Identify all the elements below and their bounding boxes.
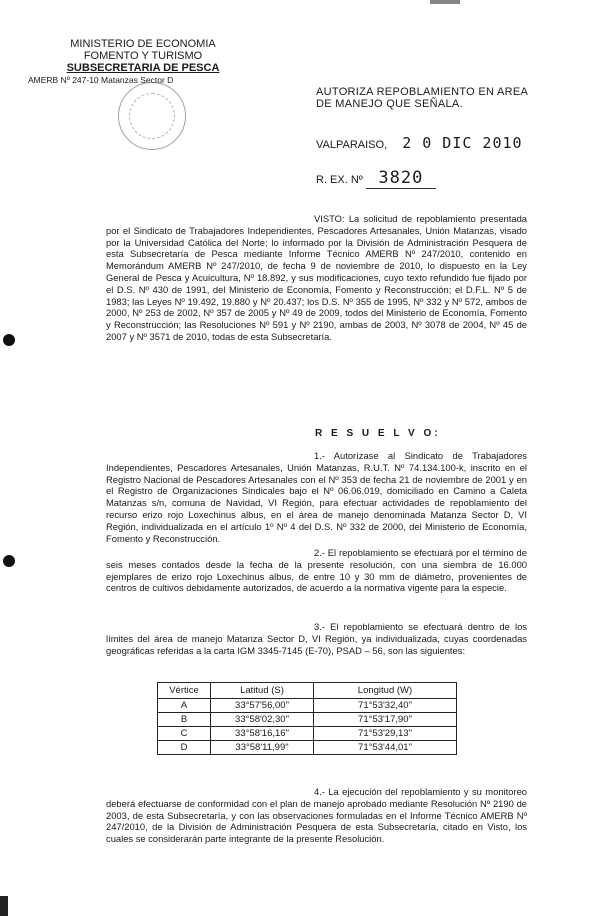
place-label: VALPARAISO,: [316, 139, 388, 151]
date-line: [316, 134, 523, 152]
article-1: 1.- Autorízase al Sindicato de Trabajadores Independientes, Pescadores Artesanales, Unión Matanzas, R.U.T. Nº 74.134.100-k, inscrito en el Registro Nacional de Pescadores Artesanales con el Nº 353 de fecha 21 de noviembre de 2001 y en el Registro de Organizaciones Sindicales bajo el Nº 06.06.019, domiciliado en Camino a Caleta Matanzas s/n, comuna de Navidad, VI Región, para efectuar actividades de repoblamiento del recurso erizo rojo Loxechinus albus, en el área de manejo denominada Matanza Sector D, VI Región, individualizada en el artículo 1º Nº 4 del D.S. Nº 332 de 2000, del Ministerio de Economía, Fomento y Reconstrucción.: [106, 450, 527, 544]
cell-latitud: 33°58'02,30": [211, 713, 314, 727]
punch-hole-top: [3, 334, 15, 346]
cell-latitud: 33°58'16,16": [211, 727, 314, 741]
scan-edge-mark: [0, 896, 8, 916]
cell-latitud: 33°58'11,99": [211, 741, 314, 755]
resolution-number-line: [316, 168, 436, 189]
table-row: [158, 727, 457, 741]
subsecretaria-name: SUBSECRETARIA DE PESCA: [66, 62, 220, 74]
cell-longitud: 71°53'32,40": [314, 699, 457, 713]
rex-number: 3820: [366, 168, 436, 189]
cell-longitud: 71°53'29,13": [314, 727, 457, 741]
table-row: [158, 713, 457, 727]
coordinates-table: [157, 682, 457, 755]
cell-vertice: D: [158, 741, 211, 755]
scan-mark: [430, 0, 460, 4]
title-line-1: AUTORIZA REPOBLAMIENTO EN AREA: [316, 86, 529, 98]
ministry-subname: FOMENTO Y TURISMO: [83, 50, 203, 62]
cell-vertice: C: [158, 727, 211, 741]
date-stamp: 2 0 DIC 2010: [402, 134, 523, 152]
cell-longitud: 71°53'44,01": [314, 741, 457, 755]
article-3: 3.- El repoblamiento se efectuará dentro de los límites del área de manejo Matanza Sector D, VI Región, ya individualizada, cuyas coordenadas geográficas referidas a la carta IGM 3345-7145 (E-70), PSAD – 56, son las siguientes:: [106, 621, 527, 656]
cell-longitud: 71°53'17,90": [314, 713, 457, 727]
title-line-2: DE MANEJO QUE SEÑALA.: [316, 98, 463, 110]
cell-latitud: 33°57'56,00": [211, 699, 314, 713]
ministry-name: MINISTERIO DE ECONOMIA: [70, 38, 216, 50]
article-2: 2.- El repoblamiento se efectuará por el término de seis meses contados desde la fecha de la presente resolución, con una siembra de 16.000 ejemplares de erizo rojo Loxechinus albus, de entre 10 y 30 mm de diámetro, provenientes de centros de cultivos debidamente autorizados, de acuerdo a la normativa vigente para la especie.: [106, 547, 527, 594]
cell-vertice: B: [158, 713, 211, 727]
table-row: [158, 699, 457, 713]
header-latitud: Latitud (S): [211, 683, 314, 699]
rex-label: R. EX. Nº: [316, 174, 363, 186]
table-row: [158, 741, 457, 755]
cell-vertice: A: [158, 699, 211, 713]
article-4: 4.- La ejecución del repoblamiento y su monitoreo deberá efectuarse de conformidad con el plan de manejo aprobado mediante Resolución Nº 2190 de 2003, de esta Subsecretaría, y con las observaciones formuladas en el Informe Técnico AMERB Nº 247/2010, de la División de Administración Pesquera de esta Subsecretaría, citado en Visto, los cuales se considerarán parte integrante de la presente Resolución.: [106, 786, 527, 845]
official-seal: [118, 82, 186, 150]
amerb-reference: AMERB Nº 247-10 Matanzas Sector D: [28, 75, 174, 85]
header-longitud: Longitud (W): [314, 683, 457, 699]
table-header-row: [158, 683, 457, 699]
visto-paragraph: VISTO: La solicitud de repoblamiento presentada por el Sindicato de Trabajadores Independientes, Pescadores Artesanales, Unión Matanzas, visado por la Universidad Católica del Norte; lo informado por la División de Administración Pesquera de esta Subsecretaría de Pesca mediante Informe Técnico AMERB Nº 247/2010, contenido en Memorándum AMERB Nº 247/2010, de fecha 9 de noviembre de 2010, lo dispuesto en la Ley General de Pesca y Acuicultura, Nº 18.892, y sus modificaciones, cuyo texto refundido fue fijado por el D.S. Nº 430 de 1991, del Ministerio de Economía, Fomento y Reconstrucción; el D.F.L. Nº 5 de 1983; las Leyes Nº 19.492, 19.880 y Nº 20.437; los D.S. Nº 355 de 1995, Nº 332 y Nº 572, ambos de 2000, Nº 253 de 2002, Nº 357 de 2005 y Nº 49 de 2009, todos del Ministerio de Economía, Fomento y Reconstrucción; las Resoluciones Nº 591 y Nº 2190, ambas de 2003, Nº 3078 de 2004, Nº 45 de 2007 y Nº 3571 de 2010, todas de esta Subsecretaría.: [106, 213, 527, 342]
punch-hole-bottom: [3, 555, 15, 567]
resolution-title: [316, 86, 528, 110]
header-vertice: Vértice: [158, 683, 211, 699]
resuelvo-heading: R E S U E L V O:: [315, 428, 441, 439]
letterhead: [28, 38, 238, 86]
